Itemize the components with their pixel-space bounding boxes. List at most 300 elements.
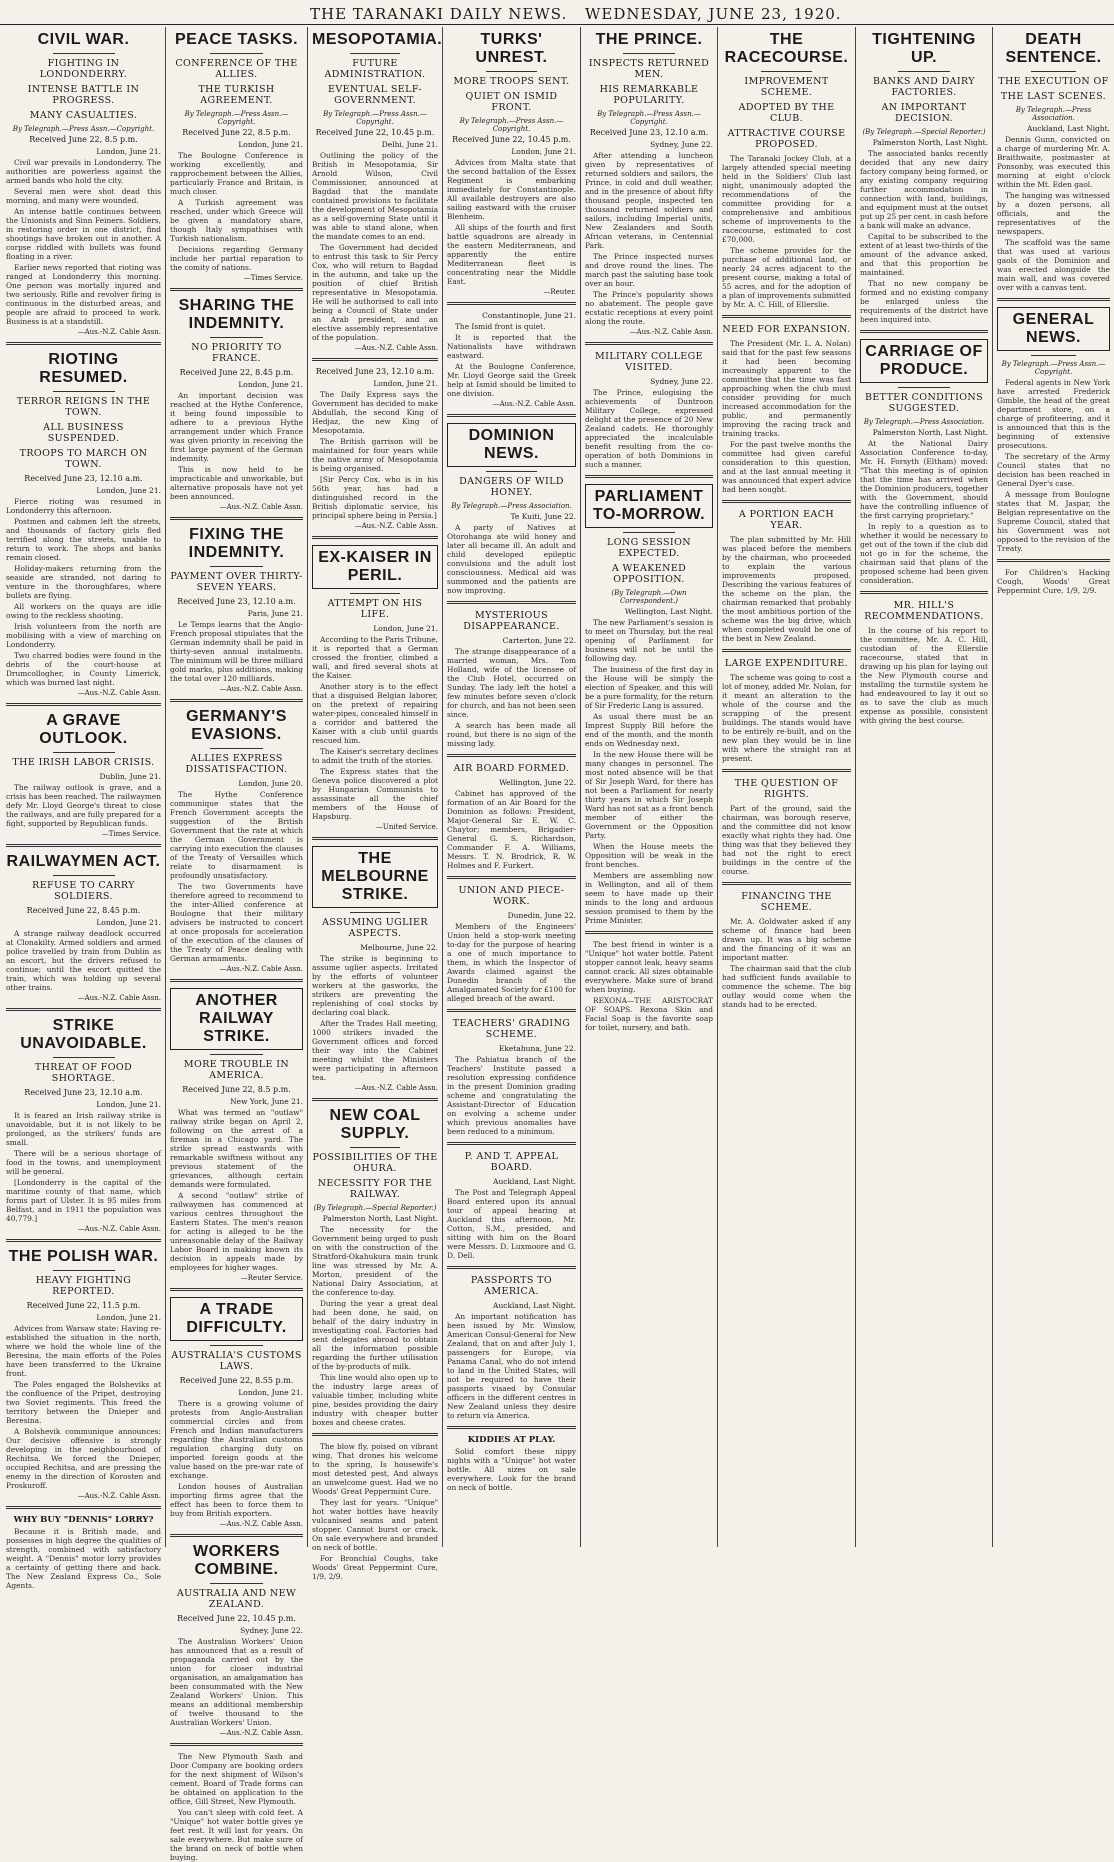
story-subheading: TROOPS TO MARCH ON TOWN. (19, 448, 148, 470)
wire-credit: By Telegraph.—Press Assn.—Copyright. (12, 125, 155, 133)
column-6 (717, 27, 855, 1547)
story-paragraph: The Ismid front is quiet. (455, 322, 546, 331)
news-story (312, 545, 438, 831)
story-paragraph: It is feared an Irish railway strike is unavoidable, but it is not likely to be prolonged, as the strikers' funds are small. (6, 1111, 161, 1147)
story-headline: WORKERS COMBINE. (192, 1543, 281, 1578)
story-paragraph: A second "outlaw" strike of railwaymen has commenced at various centres throughout the Eastern States. The men's reason for acting is alleged to be the unreasonable delay of the Railway Labor Board in making known its decision in appeals made by employees for higher wages. (170, 1191, 303, 1272)
news-story (447, 885, 576, 1003)
news-story (997, 307, 1110, 553)
story-paragraph: The blow fly, poised on vibrant wing, That drones his welcome to the spring, Is housewife's most detested pest, And always an unwelcome guest. Had we no Woods' Great Peppermint Cure. (312, 1442, 438, 1496)
story-divider (6, 1008, 161, 1011)
headline-rule (53, 752, 115, 753)
column-1 (2, 27, 165, 1590)
story-divider (585, 342, 713, 345)
story-paragraph: The business of the first day in the House will be simply the election of Speaker, and this will be a pure formality, for the return of Sir Frederic Lang is assured. (585, 665, 713, 710)
story-paragraph: The Government had decided to entrust this task to Sir Percy Cox, who will return to Bagdad in the autumn, and take up the position of chief British representative in Mesopotamia. He will be authorised to call into being a Council of State under an Arab president, and an elective assembly representative of the population. (312, 243, 438, 342)
story-paragraph: Two charred bodies were found in the debris of the court-house at Drumcollogher, in County Limerick, which was burned last night. (6, 651, 161, 687)
headline-rule (350, 912, 400, 913)
story-divider (170, 1288, 303, 1291)
news-story (6, 1017, 161, 1233)
story-paragraph: An intense battle continues between the Unionists and Sinn Feiners. Soldiers, in restoring order in one district, find shootings have broken out in another. A corpse riddled with bullets was found floating in a river. (6, 207, 161, 261)
story-headline: CIVIL WAR. (37, 31, 130, 48)
headline-rule (623, 532, 674, 533)
story-paragraph: Holiday-makers returning from the seaside are stranded, not daring to venture in the thoroughfares, where bullets are flying. (6, 564, 161, 600)
story-subheading: AUSTRALIA'S CUSTOMS LAWS. (171, 1350, 302, 1372)
story-paragraph: The necessity for the Government being urged to push on with the construction of the Stratford-Okahukura main trunk line was stressed by Mr. A. Morton, president of the National Dairy Association, at the conference to-day. (312, 1225, 438, 1297)
story-divider (997, 559, 1110, 562)
news-story (722, 891, 851, 1009)
story-paragraph: Advices from Warsaw state: Having re-established the situation in the north, where we hold the whole line of the Beresina, the main efforts of the Poles have been transferred to the Ukraine front. (6, 1324, 161, 1378)
column-2 (165, 27, 307, 1862)
news-story (6, 712, 161, 838)
story-subheading: A WEAKENED OPPOSITION. (611, 563, 687, 585)
story-subheading: MORE TROUBLE IN AMERICA. (183, 1059, 290, 1081)
wire-credit: By Telegraph.—Press Assn.—Copyright. (184, 110, 289, 126)
story-dateline: London, June 21. (238, 380, 303, 389)
news-story (585, 351, 713, 469)
story-headline: DOMINION NEWS. (447, 423, 576, 467)
story-source: —Aus.-N.Z. Cable Assn. (77, 328, 161, 336)
news-story (447, 763, 576, 870)
news-story (722, 509, 851, 643)
story-paragraph: The scheme provides for the purchase of additional land, or nearly 24 acres adjacent to the present course, making a total of 55 acres, and for the adoption of a plan of improvements submitted by Mr. A. C. Hill, of Ellerslie. (722, 246, 851, 309)
newspaper-title: THE TARANAKI DAILY NEWS. (310, 5, 568, 23)
news-story (447, 423, 576, 595)
story-divider (997, 298, 1110, 301)
story-divider (447, 1142, 576, 1145)
story-dateline: New York, June 21. (230, 1097, 303, 1106)
story-paragraph: REXONA—THE ARISTOCRAT OF SOAPS. Rexona Skin and Facial Soap is the favorite soap for toilet, nursery, and bath. (585, 996, 713, 1032)
story-dateline: Palmerston North, Last Night. (322, 1214, 438, 1223)
story-headline: TURKS' UNREST. (475, 31, 548, 66)
story-subheading: FUTURE ADMINISTRATION. (324, 58, 426, 80)
received-time: Received June 22, 8.45 p.m. (26, 906, 141, 915)
story-headline: PARLIAMENT TO-MORROW. (585, 484, 713, 528)
story-paragraph: After attending a luncheon given by representatives of returned soldiers and sailors, the Prince, in cold and dull weather, and in the presence of about fifty thousand people, inspected ten thousand returned soldiers and sailors, including Imperial units, New Zealanders and South African veterans, in Centennial Park. (585, 151, 713, 250)
column-5 (580, 27, 717, 1547)
story-subheading: THE LAST SCENES. (1000, 91, 1107, 102)
wire-credit: By Telegraph.—Press Association. (863, 418, 985, 426)
news-story (722, 324, 851, 494)
wire-credit: By Telegraph.—Press Association. (451, 502, 572, 510)
story-paragraph: There is a growing volume of protests from Anglo-Australian commercial circles and from French and Indian manufacturers regarding the Australian customs regulation charging duty on imported foreign goods at the value based on the pre-war rate of exchange. (170, 1399, 303, 1480)
story-dateline: Sydney, June 22. (650, 377, 713, 386)
story-paragraph: [Sir Percy Cox, who is in his 56th year, has had a distinguished record in the British diplomatic service, his principal sphere being in Persia.] (312, 475, 438, 520)
story-paragraph: The Boulogne Conference is working excellently, and rapprochement between the Allies, particularly France and Britain, is much closer. (170, 151, 303, 196)
received-time: Received June 22, 10.45 p.m. (452, 135, 571, 144)
story-paragraph: A strange railway deadlock occurred at Clonakilty. Armed soldiers and armed police travelled by train from Dublin as an escort, but the drivers refused to continue; until the escort quitted the train, which was holding up several other trains. (6, 929, 161, 992)
story-paragraph: Irish volunteers from the north are mobilising with a view of marching on Londonderry. (6, 622, 161, 649)
wire-credit: By Telegraph.—Press Assn.—Copyright. (459, 117, 564, 133)
news-story (6, 853, 161, 1002)
story-divider (6, 342, 161, 345)
headline-rule (210, 566, 263, 567)
story-subheading: REFUSE TO CARRY SOLDIERS. (32, 880, 135, 902)
story-paragraph: The Post and Telegraph Appeal Board entered upon its annual tour of appeal hearing at Auckland this afternoon. Mr. Cotton, S.M., presided, and sitting with him on the Board were Messrs. D. Luxmoore and G. D. Dell. (447, 1188, 576, 1260)
story-paragraph: The Poles engaged the Bolsheviks at the confluence of the Pripet, destroying two Soviet regiments. This freed the territory between the Dnieper and Beresina. (6, 1380, 161, 1425)
story-headline: STRIKE UNAVOIDABLE. (20, 1017, 147, 1052)
news-story (447, 311, 576, 408)
column-3 (307, 27, 443, 1581)
story-divider (585, 475, 713, 478)
story-dateline: London, June 21. (96, 1100, 161, 1109)
story-source: —Aus.-N.Z. Cable Assn. (629, 328, 713, 336)
news-story (6, 31, 161, 336)
story-subheading: TEACHERS' GRADING SCHEME. (452, 1018, 571, 1040)
story-paragraph: Members are assembling now in Wellington, and all of them seem to have made up their minds to the long and arduous session promised to them by the Prime Minister. (585, 871, 713, 925)
story-dateline: Palmerston North, Last Night. (872, 428, 988, 437)
story-dateline: London, June 21. (511, 147, 576, 156)
headline-rule (898, 387, 949, 388)
story-subheading: FIGHTING IN LONDONDERRY. (39, 58, 128, 80)
received-time: Received June 22, 10.45 p.m. (177, 1614, 296, 1623)
story-source: —Times Service. (243, 274, 303, 282)
story-headline: SHARING THE INDEMNITY. (178, 297, 295, 332)
story-divider (170, 979, 303, 982)
story-headline: NEW COAL SUPPLY. (329, 1107, 421, 1142)
story-paragraph: [Londonderry is the capital of the maritime county of that name, which forms part of Ulster. It is 95 miles from Belfast, and in 1911 the population was 40,779.] (6, 1178, 161, 1223)
headline-rule (53, 391, 115, 392)
story-source: —Aus.-N.Z. Cable Assn. (219, 685, 303, 693)
received-time: Received June 22, 8.5 p.m. (182, 1085, 291, 1094)
story-subheading: THREAT OF FOOD SHORTAGE. (34, 1062, 133, 1084)
story-paragraph: The strange disappearance of a married woman, Mrs. Tom Holland, wife of the licensee of the Club Hotel, occurred on Sunday. The lady left the hotel a few minutes before seven o'clock for church, and has not been seen since. (447, 647, 576, 719)
story-paragraph: This is now held to be impracticable and unworkable, but alternative proposals have not yet been announced. (170, 465, 303, 501)
story-dateline: London, June 20. (238, 779, 303, 788)
story-dateline: Melbourne, June 22. (360, 943, 438, 952)
story-divider (6, 1506, 161, 1509)
news-story (312, 846, 438, 1092)
story-paragraph: A message from Boulogne states that M. Jaspar, the Belgian representative on the Supreme Council, stated that his Government was not opposed to the revision of the Treaty. (997, 490, 1110, 553)
story-paragraph: In the new House there will be many changes in personnel. The most noted absence will be that of Sir Joseph Ward, for there has not been a Parliament for nearly thirty years in which Sir Joseph Ward has not sat as a front bench member of either the Government or the Opposition Party. (585, 750, 713, 840)
story-subheading: IMPROVEMENT SCHEME. (744, 76, 829, 98)
story-subheading: ATTRACTIVE COURSE PROPOSED. (727, 128, 846, 150)
story-paragraph: Members of the Engineers' Union held a stop-work meeting to-day for the purpose of hearing a one of much importance to them, in which the Inspector of Awards claimed against the Dunedin branch of the Amalgamated Society for £100 for alleged breach of the award. (447, 922, 576, 1003)
story-subheading: NECESSITY FOR THE RAILWAY. (317, 1178, 433, 1200)
story-dateline: London, June 21. (96, 1313, 161, 1322)
story-divider (722, 315, 851, 318)
story-subheading: THE EXECUTION OF (998, 76, 1109, 87)
story-paragraph: Several men were shot dead this morning, and many were wounded. (6, 187, 161, 205)
story-paragraph: The Australian Workers' Union has announced that as a result of propaganda carried out by the union for closer industrial organisation, an amalgamation has been consummated with the New Zealand Workers' Union. This means an additional membership of twelve thousand to the Australian Workers' Union. (170, 1637, 303, 1727)
story-dateline: Auckland, Last Night. (493, 1177, 576, 1186)
story-paragraph: Capital to be subscribed to the extent of at least two-thirds of the amount of the advance asked, and that this proportion be maintained. (860, 232, 988, 277)
story-source: —Aus.-N.Z. Cable Assn. (77, 1225, 161, 1233)
story-subheading: LONG SESSION EXPECTED. (607, 537, 691, 559)
story-paragraph: The new Parliament's session is to meet on Thursday, but the real opening of Parliament for business will not be until the following day. (585, 618, 713, 663)
story-paragraph: Decisions regarding Germany include her partial reparation to the comity of nations. (170, 245, 303, 272)
story-dateline: Sydney, June 22. (650, 140, 713, 149)
story-divider (312, 536, 438, 539)
story-divider (170, 1534, 303, 1537)
story-paragraph: An important decision was reached at the Hythe Conference, it being found impossible to adhere to a previous Hythe arrangement under which France was given priority in receiving the first large payment of the German indemnity. (170, 391, 303, 463)
headline-rule (210, 1583, 263, 1584)
story-subheading: LARGE EXPENDITURE. (724, 658, 849, 669)
wire-credit: By Telegraph.—Press Association. (1015, 106, 1092, 122)
headline-rule (350, 53, 400, 54)
story-paragraph: The Taranaki Jockey Club, at a largely attended special meeting held in the Soldiers' Club last night, unanimously adopted the recommendations of the committee providing for a comprehensive and ambitious scheme of improvements to the racecourse, estimated to cost £70,000. (722, 154, 851, 244)
story-subheading: ALL BUSINESS SUSPENDED. (43, 422, 124, 444)
story-divider (170, 288, 303, 291)
received-time: Received June 23, 12.10 a.m. (177, 597, 296, 606)
story-dateline: Dunedin, June 22. (507, 911, 576, 920)
story-source: —Aus.-N.Z. Cable Assn. (219, 503, 303, 511)
story-subheading: DANGERS OF WILD HONEY. (459, 476, 564, 498)
story-subheading: A PORTION EACH YEAR. (738, 509, 835, 531)
story-paragraph: Federal agents in New York have arrested Frederick Gimble, the head of the great department store, on a charge of profiteering, and it is announced that this is the beginning of extensive prosecutions. (997, 378, 1110, 450)
story-subheading: ATTEMPT ON HIS LIFE. (327, 598, 423, 620)
story-dateline: London, June 21. (373, 624, 438, 633)
story-paragraph: For the past twelve months the committee had given careful consideration to this question, and at the last annual meeting it was announced that expert advice had been sought. (722, 440, 851, 494)
story-paragraph: A Bolshevik communique announces: Our decisive offensive is strongly developing in the neighbourhood of Rechitsa. We forced the Dnieper, occupied Rechitsa, and are pressing the enemy in the direction of Korosten and Proskuroff. (6, 1427, 161, 1490)
received-time: Received June 23, 12.10 a.m. (24, 1088, 143, 1097)
story-divider (447, 601, 576, 604)
news-story (447, 31, 576, 296)
story-dateline: London, June 21. (238, 1388, 303, 1397)
story-headline: TIGHTENING UP. (872, 31, 976, 66)
story-paragraph: There will be a serious shortage of food in the towns, and unemployment will be general. (6, 1149, 161, 1176)
story-divider (312, 837, 438, 840)
story-divider (447, 876, 576, 879)
wire-credit: (By Telegraph.—Special Reporter.) (313, 1204, 437, 1212)
story-headline: THE MELBOURNE STRIKE. (312, 846, 438, 908)
headline-rule (53, 875, 115, 876)
story-subheading: ASSUMING UGLIER ASPECTS. (322, 917, 428, 939)
story-paragraph: All workers on the quays are idle owing to the reckless shooting. (6, 602, 161, 620)
received-time: Received June 22, 8.5 p.m. (182, 128, 291, 137)
story-paragraph: The President (Mr. L. A. Nolan) said that for the past few seasons it had been becoming increasingly apparent to the committee that the time was fast approaching when the club must consider providing for much increased accommodation for the public, and permanently improving the racing track and training tracks. (722, 339, 851, 438)
story-subheading: INSPECTS RETURNED MEN. (588, 58, 710, 80)
story-headline: DEATH SENTENCE. (1005, 31, 1102, 66)
received-time: Received June 22, 10.45 p.m. (315, 128, 435, 137)
story-source: —Aus.-N.Z. Cable Assn. (77, 689, 161, 697)
story-paragraph: The Kaiser's secretary declines to admit the truth of the stories. (312, 747, 438, 765)
story-paragraph: According to the Paris Tribune, it is reported that a German crossed the frontier, climbed a wall, and fired several shots at the Kaiser. (312, 635, 438, 680)
news-story (722, 778, 851, 876)
news-story (312, 1107, 438, 1427)
story-paragraph: That no new company be formed and no existing company be enlarged unless the requirements of the district have been inquired into. (860, 279, 988, 324)
story-divider (6, 703, 161, 706)
headline-rule (53, 1270, 115, 1271)
headline-rule (210, 1054, 263, 1055)
story-subheading: MORE TROOPS SENT. (453, 76, 570, 87)
story-paragraph: At the Boulogne Conference, Mr. Lloyd George said the Greek help at Ismid should be limited to one division. (447, 362, 576, 398)
story-source: —Aus.-N.Z. Cable Assn. (492, 400, 576, 408)
advertisement (447, 1435, 576, 1492)
story-headline: THE RACECOURSE. (724, 31, 849, 66)
story-subheading: BANKS AND DAIRY FACTORIES. (873, 76, 975, 98)
story-paragraph: When the House meets the Opposition will be weak in the front benches. (585, 842, 713, 869)
headline-rule (486, 471, 538, 472)
news-story (6, 1248, 161, 1500)
column-7 (855, 27, 992, 1547)
story-divider (722, 500, 851, 503)
story-dateline: London, June 21. (373, 379, 438, 388)
story-subheading: THE TURKISH AGREEMENT. (198, 84, 275, 106)
story-subheading: NO PRIORITY TO FRANCE. (191, 342, 282, 364)
story-dateline: London, June 21. (96, 147, 161, 156)
story-subheading: NEED FOR EXPANSION. (722, 324, 851, 335)
story-headline: THE POLISH WAR. (8, 1248, 159, 1265)
story-paragraph: An important notification has been issued by Mr. Winslow, American Consul-General for New Zealand, that on and after July 1, passengers for Europe, via Panama Canal, who do not intend to land in the United States, will not be required to have their passports visaed by Consular officers in the different centres in New Zealand unless they desire to return via America. (447, 1312, 576, 1420)
news-story (170, 31, 303, 282)
story-paragraph: Another story is to the effect that a disguised Belgian laborer, on the pretext of repairing water-pipes, concealed himself in a corridor and battered the Kaiser with a club until guards rescued him. (312, 682, 438, 745)
story-paragraph: A search has been made all round, but there is no sign of the missing lady. (447, 721, 576, 748)
story-headline: RIOTING RESUMED. (39, 351, 128, 386)
advertisement (6, 1515, 161, 1590)
story-dateline: London, June 21. (238, 140, 303, 149)
story-subheading: HEAVY FIGHTING REPORTED. (35, 1275, 132, 1297)
received-time: Received June 22, 11.5 p.m. (26, 1301, 141, 1310)
story-paragraph: The hanging was witnessed by a dozen persons, all officials, and the representatives of the newspapers. (997, 191, 1110, 236)
wire-credit: By Telegraph.—Press Assn.—Copyright. (323, 110, 427, 126)
story-subheading: AIR BOARD FORMED. (453, 763, 570, 774)
news-story (6, 351, 161, 697)
story-paragraph: Postmen and cabmen left the streets, and thousands of factory girls fled terrified along the streets, unable to return to work. The shops and banks remain closed. (6, 517, 161, 562)
story-paragraph: Earlier news reported that rioting was ranged at Londonderry this morning. One person was mortally injured and two seriously. Rifle and revolver firing is continuous in the disturbed areas, and people are afraid to proceed to work. Business is at a standstill. (6, 263, 161, 326)
news-story (997, 31, 1110, 292)
story-subheading: ADOPTED BY THE CLUB. (738, 102, 835, 124)
story-dateline: Dublin, June 21. (99, 772, 161, 781)
headline-rule (53, 53, 115, 54)
wire-credit: By Telegraph.—Press Assn.—Copyright. (1001, 360, 1106, 376)
story-paragraph: A Turkish agreement was reached, under which Greece will be given a mandatory share, though Italy sympathises with Turkish nationalism. (170, 198, 303, 243)
story-paragraph: The strike is beginning to assume uglier aspects. Irritated by the efforts of volunteer workers at the gasworks, the strikers are preventing the replenishing of coal stocks by declaring coal black. (312, 954, 438, 1017)
story-divider (447, 1009, 576, 1012)
story-paragraph: Outlining the policy of the British in Mesopotamia, Sir Arnold Wilson, Civil Commissioner, announced at Bagdad that the mandate contained provisions to facilitate the development of Mesopotamia as a self-governing State until it was able to stand alone, when the mandate comes to an end. (312, 151, 438, 241)
story-source: —Aus.-N.Z. Cable Assn. (219, 965, 303, 973)
story-headline: THE PRINCE. (595, 31, 703, 48)
story-divider (447, 1266, 576, 1269)
story-paragraph: For Bronchial Coughs, take Woods' Great Peppermint Cure, 1/9, 2/9. (312, 1554, 438, 1581)
story-headline: MESOPOTAMIA. (312, 31, 443, 48)
story-divider (6, 844, 161, 847)
story-paragraph: In the course of his report to the committee, Mr. A. C. Hill, custodian of the Ellerslie racecourse, stated that in drawing up his plan for laying out the New Plymouth course and installing the turnstile system he had endeavoured to lay it out so as to save the club as much expense as possible, consistent with giving the best course. (860, 626, 988, 725)
story-paragraph: Fierce rioting was resumed in Londonderry this afternoon. (6, 497, 161, 515)
story-divider (585, 931, 713, 934)
story-paragraph: Advices from Malta state that the second battalion of the Essex Regiment is embarking immediately for Constantinople. All available destroyers are also sailing eastward with the cruiser Blenheim. (447, 158, 576, 221)
received-time: Received June 22, 8.45 p.m. (179, 368, 294, 377)
story-headline: ANOTHER RAILWAY STRIKE. (170, 988, 303, 1050)
headline-rule (761, 71, 813, 72)
headline-rule (486, 71, 538, 72)
news-story (860, 31, 988, 324)
story-subheading: PAYMENT OVER THIRTY-SEVEN YEARS. (170, 571, 303, 593)
headline-rule (210, 748, 263, 749)
story-subheading: THE QUESTION OF RIGHTS. (734, 778, 839, 800)
received-time: Received June 22, 8.55 p.m. (179, 1376, 294, 1385)
story-paragraph: In reply to a question as to whether it would be necessary to get out of the town if the club did not go in for the scheme, the chairman said that plans of the proposed scheme had been given consideration. (860, 522, 988, 585)
story-subheading: MANY CASUALTIES. (29, 110, 138, 121)
headline-rule (1031, 355, 1076, 356)
story-divider (170, 699, 303, 702)
story-dateline: London, June 21. (96, 486, 161, 495)
story-dateline: London, June 21. (96, 918, 161, 927)
story-paragraph: Because it is British made, and possesses in high degree the qualities of strength, combined with satisfactory weight. A "Dennis" motor lorry provides a certainty of getting there and back. The New Zealand Express Co., Sole Agents. (6, 1527, 161, 1590)
story-divider (447, 754, 576, 757)
story-divider (6, 1239, 161, 1242)
ad-headline: WHY BUY "DENNIS" LORRY? (13, 1515, 154, 1525)
story-paragraph: The scheme was going to cost a lot of money, added Mr. Nolan, for it meant an alteration to the whole of the course and the scrapping of the present buildings. The stands would have to be entirely re-built, and on the new plan they would be in line with where the straight ran at present. (722, 673, 851, 763)
story-subheading: ALLIES EXPRESS DISSATISFACTION. (185, 753, 288, 775)
ad-headline: KIDDIES AT PLAY. (467, 1435, 556, 1445)
story-paragraph: The chairman said that the club had sufficient funds available to commence the scheme. The big outlay would come when the stands had to be erected. (722, 964, 851, 1009)
news-story (312, 367, 438, 530)
story-paragraph: The Prince, eulogising the achievements of Duntroon Military College, expressed delight at the presence of 20 New Zealand cadets. He thoroughly appreciated the incalculable benefit resulting from the co-operation of both Dominions in such a manner. (585, 388, 713, 469)
wire-credit: (By Telegraph.—Special Reporter.) (862, 128, 986, 136)
story-paragraph: Dennis Gunn, convicted on a charge of murdering Mr. A. Braithwaite, postmaster at Ponsonby, was executed this morning at eight o'clock within the Mt. Eden gaol. (997, 135, 1110, 189)
story-subheading: PASSPORTS TO AMERICA. (470, 1275, 553, 1297)
story-divider (447, 414, 576, 417)
story-divider (447, 302, 576, 305)
headline-rule (210, 1345, 263, 1346)
story-subheading: EVENTUAL SELF-GOVERNMENT. (327, 84, 422, 106)
news-story (170, 297, 303, 511)
story-dateline: Auckland, Last Night. (493, 1301, 576, 1310)
advertisement (585, 940, 713, 1032)
story-subheading: THE IRISH LABOR CRISIS. (12, 757, 155, 768)
story-paragraph: They last for years. "Unique" hot water bottles have heavily vulcanised seams and patent stopper. Cannot burst or crack. On sale everywhere and branded on neck of bottle. (312, 1498, 438, 1552)
news-story (170, 988, 303, 1282)
story-divider (312, 1098, 438, 1101)
story-paragraph: All ships of the fourth and first battle squadrons are already in the eastern Mediterranean, and apparently the entire Mediterranean fleet is concentrating near the Middle East. (447, 223, 576, 286)
story-source: —Aus.-N.Z. Cable Assn. (219, 1729, 303, 1737)
story-dateline: Paris, June 21. (247, 609, 303, 618)
story-dateline: Sydney, June 22. (240, 1626, 303, 1635)
story-paragraph: The Hythe Conference communique states that the French Government accepts the suggestion of the British Government that the rate at which the German Government is carrying into execution the clauses of the Treaty of Versailles which relate to disarmament is profoundly unsatisfactory. (170, 790, 303, 880)
story-divider (860, 591, 988, 594)
story-subheading: HIS REMARKABLE POPULARITY. (599, 84, 699, 106)
story-paragraph: The Pahiatua branch of the Teachers' Institute passed a resolution expressing confidence in the present Dominion grading scheme and congratulating the Assistant-Director of Education on evolving a scheme under which previous anomalies have been reduced to a minimum. (447, 1055, 576, 1136)
news-story (585, 484, 713, 925)
story-source: —Aus.-N.Z. Cable Assn. (354, 1084, 438, 1092)
story-paragraph: Cabinet has approved of the formation of an Air Board for the Dominion as follows: President, Major-General Sir E. W. C. Chaytor; members, Brigadier-General G. S. Richardson, Commander F. A. Williams, Messrs. T. N. Brodrick, R. W. Holmes and F. Furkert. (447, 789, 576, 870)
story-headline: FIXING THE INDEMNITY. (188, 526, 285, 561)
column-4 (442, 27, 580, 1547)
news-story (170, 1543, 303, 1737)
story-paragraph: The railway outlook is grave, and a crisis has been reached. The railwaymen defy Mr. Lloyd George's threat to close the railways, and are fully prepared for a fight, supported by Republican funds. (6, 783, 161, 828)
story-headline: A GRAVE OUTLOOK. (39, 712, 128, 747)
story-source: —Times Service. (101, 830, 161, 838)
received-time: Received June 22, 8.5 p.m. (29, 135, 138, 144)
story-paragraph: The scaffold was the same that was used at various gaols of the Dominion and was erected alongside the main wall, and was covered over with a canvas tent. (997, 238, 1110, 292)
story-paragraph: Civil war prevails in Londonderry. The authorities are powerless against the armed bands who hold the city. (6, 158, 161, 185)
news-story (722, 31, 851, 309)
story-paragraph: As usual there must be an Imprest Supply Bill before the end of the month, and the month ends on Wednesday next. (585, 712, 713, 748)
story-paragraph: During the year a great deal had been done, he said, on behalf of the dairy industry in investigating coal. Factories had sent delegates abroad to obtain all the information possible regarding the further utilisation of the by-products of milk. (312, 1299, 438, 1371)
story-dateline: Constantinople, June 21. (482, 311, 576, 320)
story-dateline: Palmerston North, Last Night. (872, 138, 988, 147)
story-paragraph: Part of the ground, said the chairman, was borough reserve, and the committee did not know exactly what rights they had. One thing was that they believed they had not the right to erect buildings in the centre of the course. (722, 804, 851, 876)
story-dateline: Carterton, June 22. (502, 636, 576, 645)
story-subheading: MR. HILL'S RECOMMENDATIONS. (864, 600, 984, 622)
headline-rule (1031, 71, 1076, 72)
story-headline: CARRIAGE OF PRODUCE. (860, 339, 988, 383)
headline-rule (210, 53, 263, 54)
story-paragraph: Mr. A. Goldwater asked if any scheme of finance had been drawn up. It was a big scheme and the financing of it was an important matter. (722, 917, 851, 962)
story-paragraph: The associated banks recently decided that any new dairy factory company being formed, or any existing company requiring further accommodation in connection with land, buildings, and equipment must at the outset put up 25 per cent. in cash before a bank will make an advance. (860, 149, 988, 230)
headline-rule (898, 71, 949, 72)
wire-credit: (By Telegraph.—Own Correspondent.) (611, 589, 687, 605)
news-story (170, 1297, 303, 1528)
story-paragraph: The Prince's popularity shows no abatement. The people gave ecstatic receptions at every point along the route. (585, 290, 713, 326)
headline-rule (623, 53, 674, 54)
story-dateline: Wellington, June 22. (499, 778, 576, 787)
story-subheading: BETTER CONDITIONS SUGGESTED. (864, 392, 984, 414)
wire-credit: By Telegraph.—Press Assn.—Copyright. (597, 110, 701, 126)
story-subheading: UNION AND PIECE-WORK. (458, 885, 565, 907)
news-story (447, 1275, 576, 1420)
